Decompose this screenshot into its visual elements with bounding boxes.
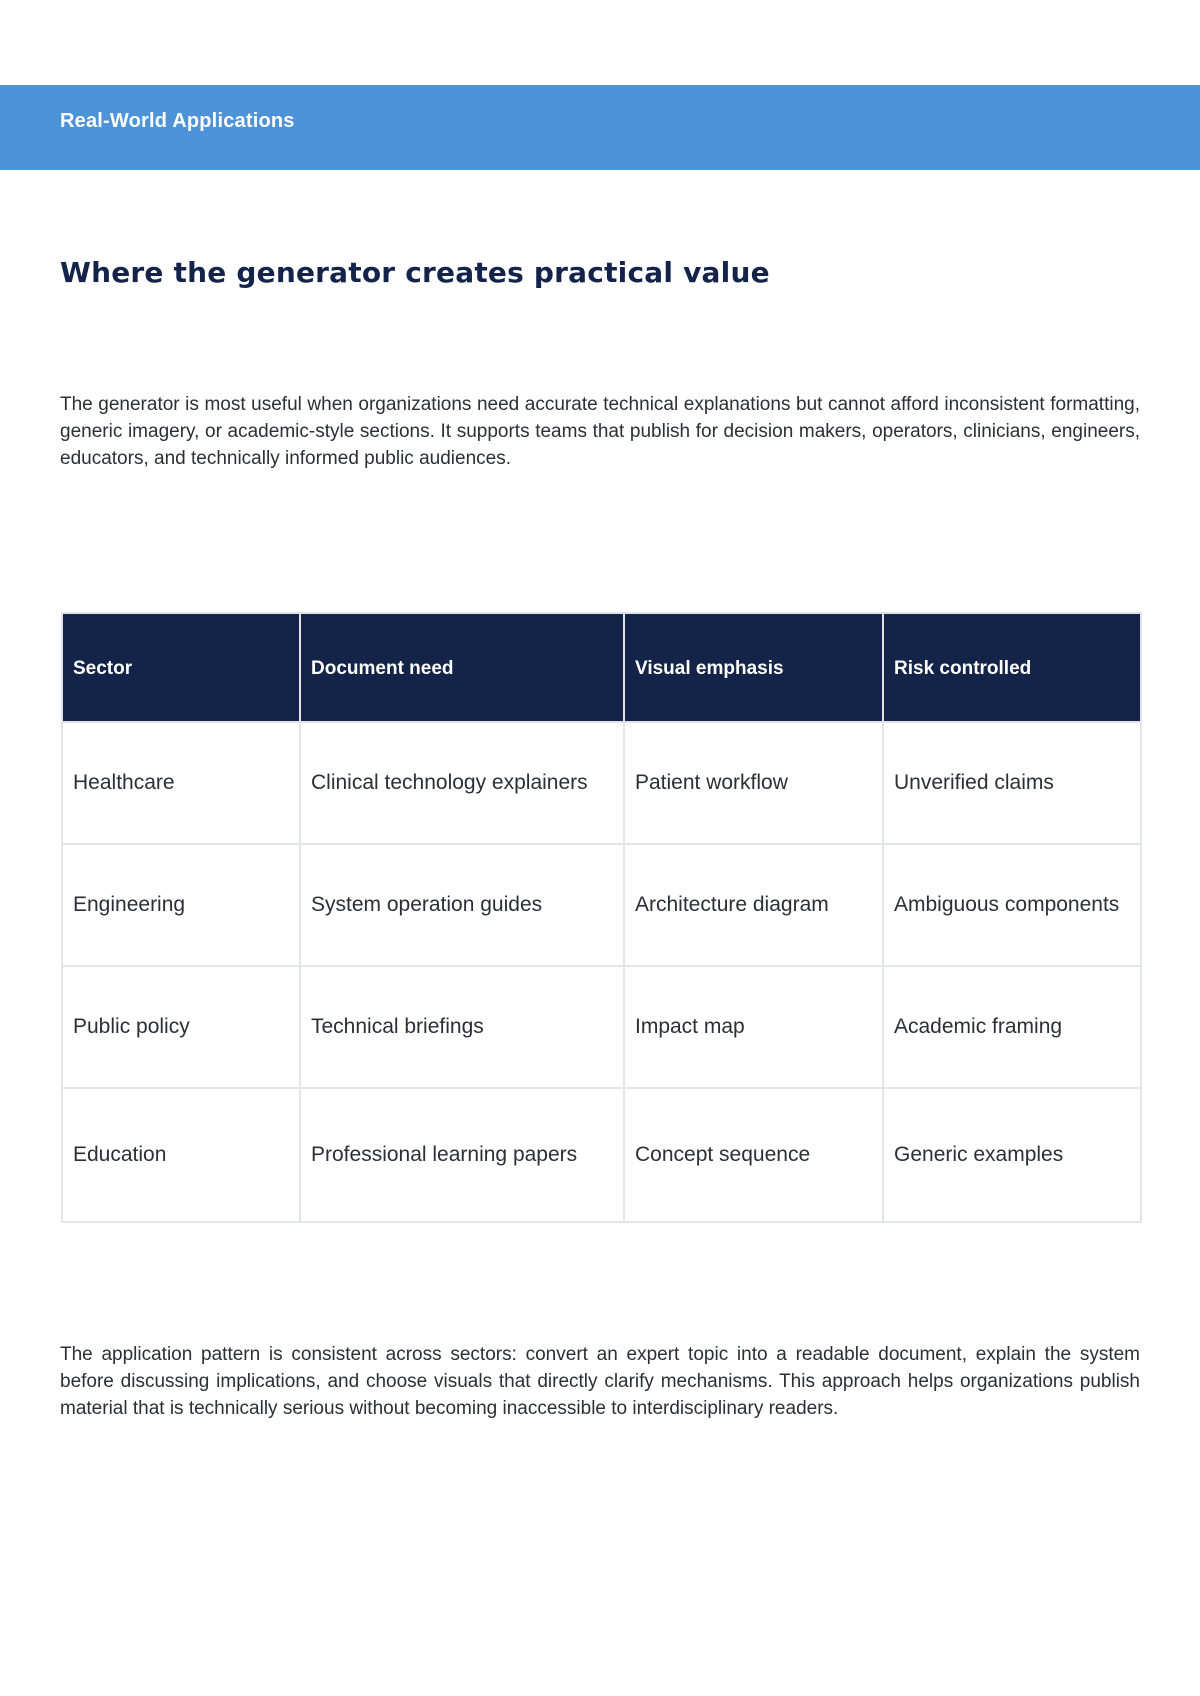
header-document-need: Document need — [300, 613, 624, 722]
cell-visual-emphasis: Impact map — [624, 966, 883, 1088]
cell-document-need: Professional learning papers — [300, 1088, 624, 1222]
cell-risk-controlled: Generic examples — [883, 1088, 1141, 1222]
applications-table — [61, 612, 1142, 1223]
header-visual-emphasis: Visual emphasis — [624, 613, 883, 722]
section-label: Real-World Applications — [60, 110, 295, 132]
intro-paragraph: The generator is most useful when organizations need accurate technical explanations but cannot afford inconsistent formatting, generic imagery, or academic-style sections. It supports teams that publish for decision makers, operators, clinicians, engineers, educators, and technically informed public audiences. — [60, 394, 1140, 469]
table-row — [62, 1088, 1141, 1222]
table-row — [62, 966, 1141, 1088]
cell-visual-emphasis: Patient workflow — [624, 722, 883, 844]
cell-visual-emphasis: Architecture diagram — [624, 844, 883, 966]
cell-sector: Engineering — [62, 844, 300, 966]
cell-visual-emphasis: Concept sequence — [624, 1088, 883, 1222]
cell-document-need: Technical briefings — [300, 966, 624, 1088]
cell-risk-controlled: Academic framing — [883, 966, 1141, 1088]
cell-sector: Education — [62, 1088, 300, 1222]
closing-paragraph: The application pattern is consistent across sectors: convert an expert topic into a readable document, explain the system before discussing implications, and choose visuals that directly clarify mechanisms. This approach helps organizations publish material that is technically serious without becoming inaccessible to interdisciplinary readers. — [60, 1344, 1140, 1419]
cell-risk-controlled: Unverified claims — [883, 722, 1141, 844]
cell-document-need: Clinical technology explainers — [300, 722, 624, 844]
page-title: Where the generator creates practical value — [60, 256, 770, 289]
cell-risk-controlled: Ambiguous components — [883, 844, 1141, 966]
header-sector: Sector — [62, 613, 300, 722]
cell-document-need: System operation guides — [300, 844, 624, 966]
table-row — [62, 722, 1141, 844]
cell-sector: Healthcare — [62, 722, 300, 844]
table-row — [62, 844, 1141, 966]
table-header-row — [62, 613, 1141, 722]
cell-sector: Public policy — [62, 966, 300, 1088]
header-risk-controlled: Risk controlled — [883, 613, 1141, 722]
section-banner — [0, 85, 1200, 170]
